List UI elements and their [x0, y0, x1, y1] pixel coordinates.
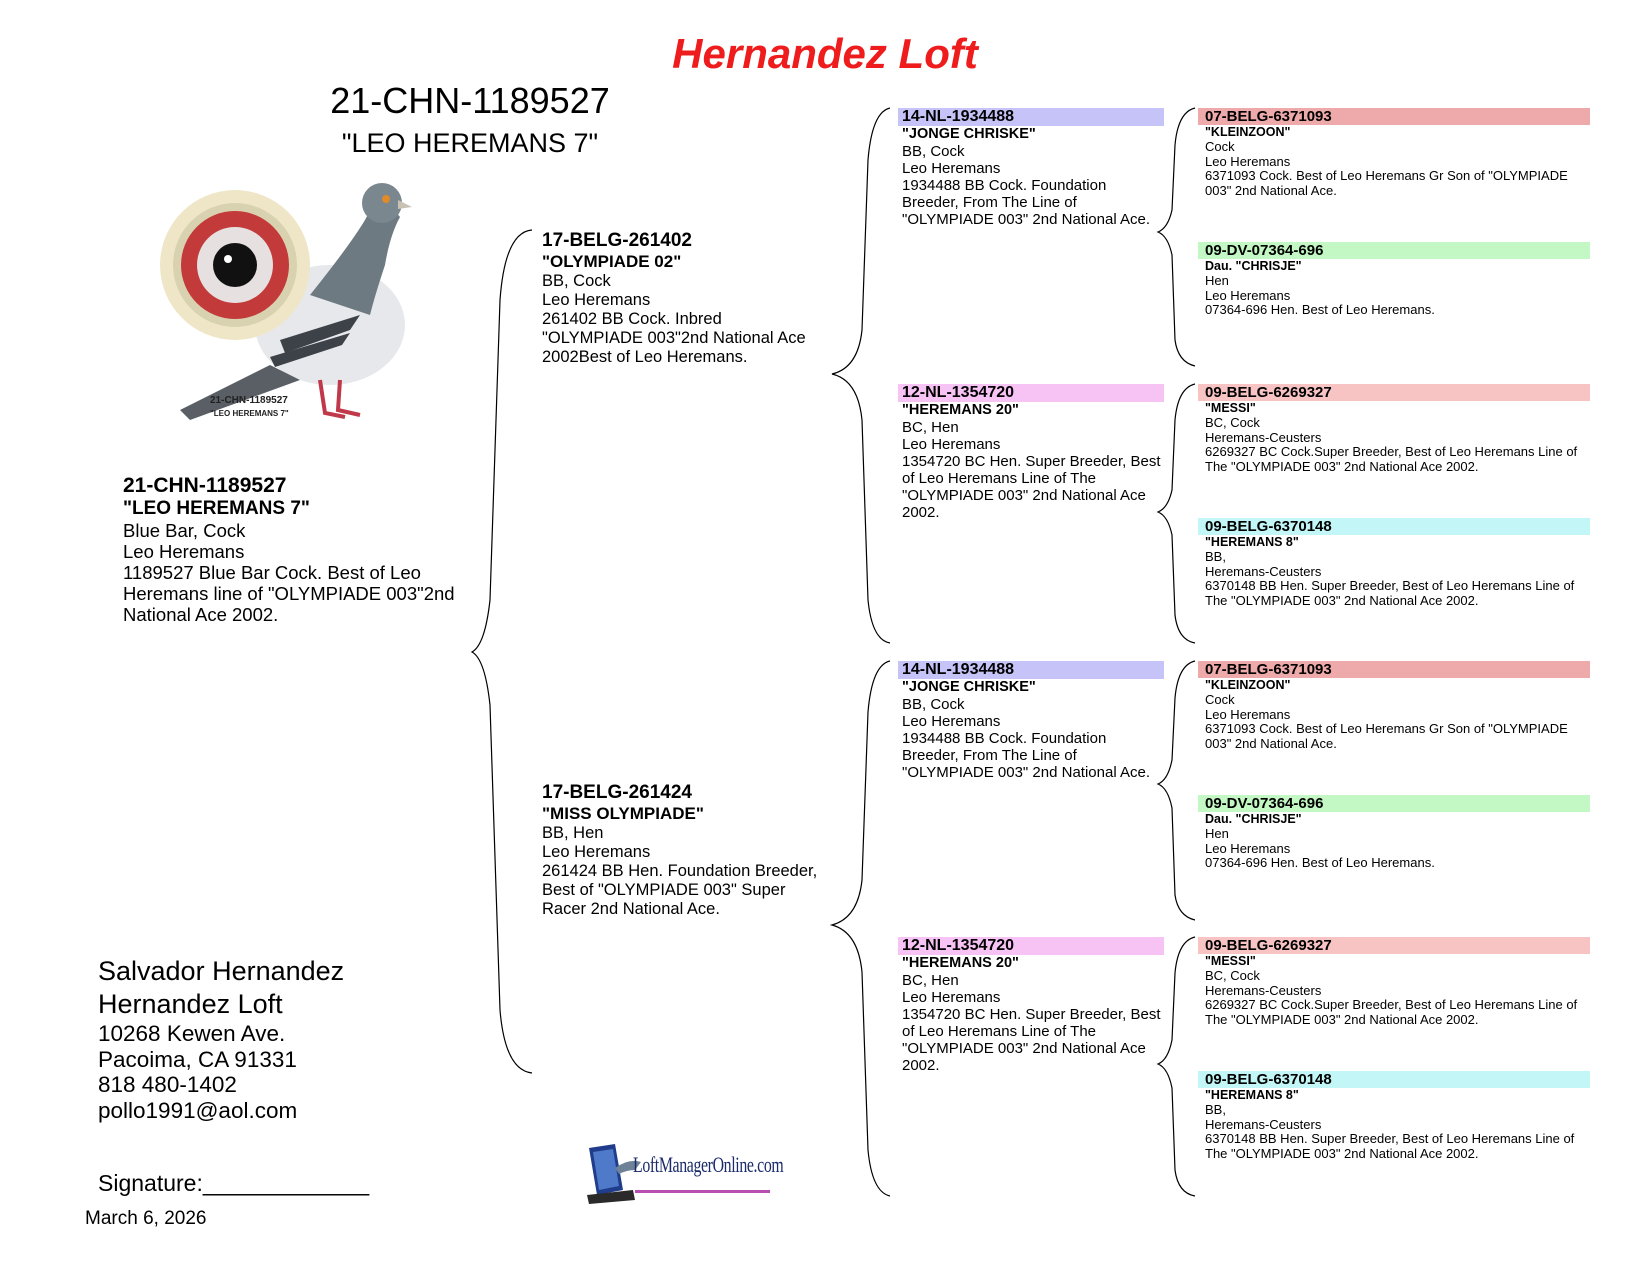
- owner-info: [98, 955, 518, 1123]
- gen3-nick: "HEREMANS 8": [1205, 535, 1299, 549]
- gen2-color-sex: BC, Hen: [902, 419, 959, 436]
- gen2-color-sex: BB, Cock: [902, 143, 965, 160]
- gen3-breeder: Heremans-Ceusters: [1205, 982, 1322, 998]
- loft-title: Hernandez Loft: [672, 30, 978, 77]
- gen3-ring: 07-BELG-6371093: [1198, 108, 1590, 125]
- gen3-nick: "HEREMANS 8": [1205, 1088, 1299, 1102]
- photo-caption-ring: 21-CHN-1189527: [210, 395, 288, 406]
- gen2-nick: "HEREMANS 20": [902, 955, 1019, 971]
- gen2-nick: "HEREMANS 20": [902, 402, 1019, 418]
- gen3-color-sex: Hen: [1205, 826, 1229, 841]
- gen3-notes: 6370148 BB Hen. Super Breeder, Best of Leo Heremans Line of The "OLYMPIADE 003" 2nd National Ace 2002.: [1205, 578, 1575, 608]
- gen3-nick: "KLEINZOON": [1205, 125, 1291, 139]
- dam-card: [542, 782, 822, 919]
- sire-ring: 17-BELG-261402: [542, 230, 692, 251]
- gen3-card: [1205, 795, 1590, 871]
- subject-nick-heading: "LEO HEREMANS 7": [341, 128, 599, 158]
- gen3-breeder: Leo Heremans: [1205, 287, 1291, 303]
- gen2-notes: 1934488 BB Cock. Foundation Breeder, From The Line of "OLYMPIADE 003" 2nd National Ace.: [902, 730, 1151, 781]
- gen3-notes: 6370148 BB Hen. Super Breeder, Best of Leo Heremans Line of The "OLYMPIADE 003" 2nd National Ace 2002.: [1205, 1131, 1575, 1161]
- gen3-ring: 09-BELG-6370148: [1198, 518, 1590, 535]
- gen2-nick: "JONGE CHRISKE": [902, 126, 1036, 142]
- gen3-notes: 07364-696 Hen. Best of Leo Heremans.: [1205, 855, 1435, 870]
- gen3-nick: "MESSI": [1205, 401, 1256, 415]
- gen3-card: [1205, 518, 1590, 608]
- owner-phone: 818 480-1402: [98, 1072, 237, 1097]
- subject-color-sex: Blue Bar, Cock: [123, 520, 246, 541]
- gen3-color-sex: BB,: [1205, 1102, 1226, 1117]
- gen2-breeder: Leo Heremans: [902, 989, 1001, 1006]
- gen3-breeder: Heremans-Ceusters: [1205, 429, 1322, 445]
- subject-breeder: Leo Heremans: [123, 541, 245, 562]
- gen3-breeder: Heremans-Ceusters: [1205, 1116, 1322, 1132]
- subject-ring: 21-CHN-1189527: [123, 474, 287, 497]
- gen2-color-sex: BC, Hen: [902, 972, 959, 989]
- gen3-ring: 07-BELG-6371093: [1198, 661, 1590, 678]
- owner-address2: Pacoima, CA 91331: [98, 1046, 297, 1072]
- gen2-notes: 1354720 BC Hen. Super Breeder, Best of Leo Heremans Line of The "OLYMPIADE 003" 2nd National Ace 2002.: [902, 453, 1161, 521]
- gen3-card: [1205, 108, 1590, 198]
- loftmanager-logo: [585, 1140, 784, 1205]
- subject-ring-heading: 21-CHN-1189527: [330, 80, 610, 121]
- sire-card: [542, 230, 822, 367]
- owner-name: Salvador Hernandez: [98, 956, 345, 986]
- gen3-color-sex: Hen: [1205, 273, 1229, 288]
- sire-notes: 261402 BB Cock. Inbred "OLYMPIADE 003"2nd National Ace 2002Best of Leo Heremans.: [542, 310, 806, 366]
- gen3-color-sex: BC, Cock: [1205, 415, 1260, 430]
- gen2-card: [902, 661, 1164, 781]
- gen3-color-sex: Cock: [1205, 692, 1235, 707]
- gen2-breeder: Leo Heremans: [902, 713, 1001, 730]
- owner-loft: Hernandez Loft: [98, 989, 283, 1019]
- gen2-breeder: Leo Heremans: [902, 160, 1001, 177]
- gen3-color-sex: BB,: [1205, 549, 1226, 564]
- gen2-card: [902, 108, 1164, 228]
- gen2-ring: 12-NL-1354720: [898, 384, 1164, 402]
- signature-line: Signature:_____________: [98, 1170, 370, 1196]
- print-date: March 6, 2026: [85, 1208, 207, 1229]
- gen2-color-sex: BB, Cock: [902, 696, 965, 713]
- gen3-notes: 6269327 BC Cock.Super Breeder, Best of Leo Heremans Line of The "OLYMPIADE 003" 2nd National Ace 2002.: [1205, 997, 1578, 1027]
- gen3-card: [1205, 661, 1590, 751]
- gen3-color-sex: BC, Cock: [1205, 968, 1260, 983]
- sire-color-sex: BB, Cock: [542, 272, 611, 290]
- gen3-color-sex: Cock: [1205, 139, 1235, 154]
- subject-notes: 1189527 Blue Bar Cock. Best of Leo Heremans line of "OLYMPIADE 003"2nd National Ace 2002.: [123, 562, 455, 625]
- gen3-notes: 6371093 Cock. Best of Leo Heremans Gr Son of "OLYMPIADE 003" 2nd National Ace.: [1205, 168, 1568, 198]
- gen3-ring: 09-BELG-6269327: [1198, 937, 1590, 954]
- gen3-ring: 09-DV-07364-696: [1198, 242, 1590, 259]
- gen3-ring: 09-BELG-6370148: [1198, 1071, 1590, 1088]
- gen3-nick: "KLEINZOON": [1205, 678, 1291, 692]
- gen3-notes: 6269327 BC Cock.Super Breeder, Best of Leo Heremans Line of The "OLYMPIADE 003" 2nd National Ace 2002.: [1205, 444, 1578, 474]
- gen3-breeder: Leo Heremans: [1205, 840, 1291, 856]
- gen2-ring: 14-NL-1934488: [898, 108, 1164, 126]
- gen2-card: [902, 384, 1164, 521]
- gen2-nick: "JONGE CHRISKE": [902, 679, 1036, 695]
- photo-caption-nick: "LEO HEREMANS 7": [210, 409, 289, 418]
- gen3-card: [1205, 384, 1590, 474]
- gen2-ring: 14-NL-1934488: [898, 661, 1164, 679]
- gen2-breeder: Leo Heremans: [902, 436, 1001, 453]
- gen3-ring: 09-BELG-6269327: [1198, 384, 1590, 401]
- logo-text: LoftManagerOnline.com: [633, 1152, 784, 1177]
- gen3-breeder: Leo Heremans: [1205, 706, 1291, 722]
- gen3-breeder: Heremans-Ceusters: [1205, 563, 1322, 579]
- owner-email: pollo1991@aol.com: [98, 1097, 298, 1123]
- gen3-nick: Dau. "CHRISJE": [1205, 259, 1302, 273]
- gen3-card: [1205, 242, 1590, 318]
- sire-nick: "OLYMPIADE 02": [542, 252, 682, 271]
- gen2-notes: 1354720 BC Hen. Super Breeder, Best of Leo Heremans Line of The "OLYMPIADE 003" 2nd National Ace 2002.: [902, 1006, 1161, 1074]
- gen3-notes: 6371093 Cock. Best of Leo Heremans Gr Son of "OLYMPIADE 003" 2nd National Ace.: [1205, 721, 1568, 751]
- dam-breeder: Leo Heremans: [542, 843, 651, 861]
- gen3-card: [1205, 937, 1590, 1027]
- owner-address1: 10268 Kewen Ave.: [98, 1021, 286, 1046]
- gen3-nick: "MESSI": [1205, 954, 1256, 968]
- dam-nick: "MISS OLYMPIADE": [542, 804, 704, 823]
- gen3-nick: Dau. "CHRISJE": [1205, 812, 1302, 826]
- gen3-ring: 09-DV-07364-696: [1198, 795, 1590, 812]
- gen3-notes: 07364-696 Hen. Best of Leo Heremans.: [1205, 302, 1435, 317]
- gen2-card: [902, 937, 1164, 1074]
- gen3-card: [1205, 1071, 1590, 1161]
- dam-notes: 261424 BB Hen. Foundation Breeder, Best of "OLYMPIADE 003" Super Racer 2nd National Ace.: [542, 862, 818, 918]
- dam-ring: 17-BELG-261424: [542, 782, 692, 803]
- subject-nick: "LEO HEREMANS 7": [123, 498, 310, 519]
- dam-color-sex: BB, Hen: [542, 824, 604, 842]
- gen2-notes: 1934488 BB Cock. Foundation Breeder, From The Line of "OLYMPIADE 003" 2nd National Ace.: [902, 177, 1151, 228]
- gen3-breeder: Leo Heremans: [1205, 153, 1291, 169]
- subject-details: [123, 474, 473, 625]
- sire-breeder: Leo Heremans: [542, 291, 651, 309]
- gen2-ring: 12-NL-1354720: [898, 937, 1164, 955]
